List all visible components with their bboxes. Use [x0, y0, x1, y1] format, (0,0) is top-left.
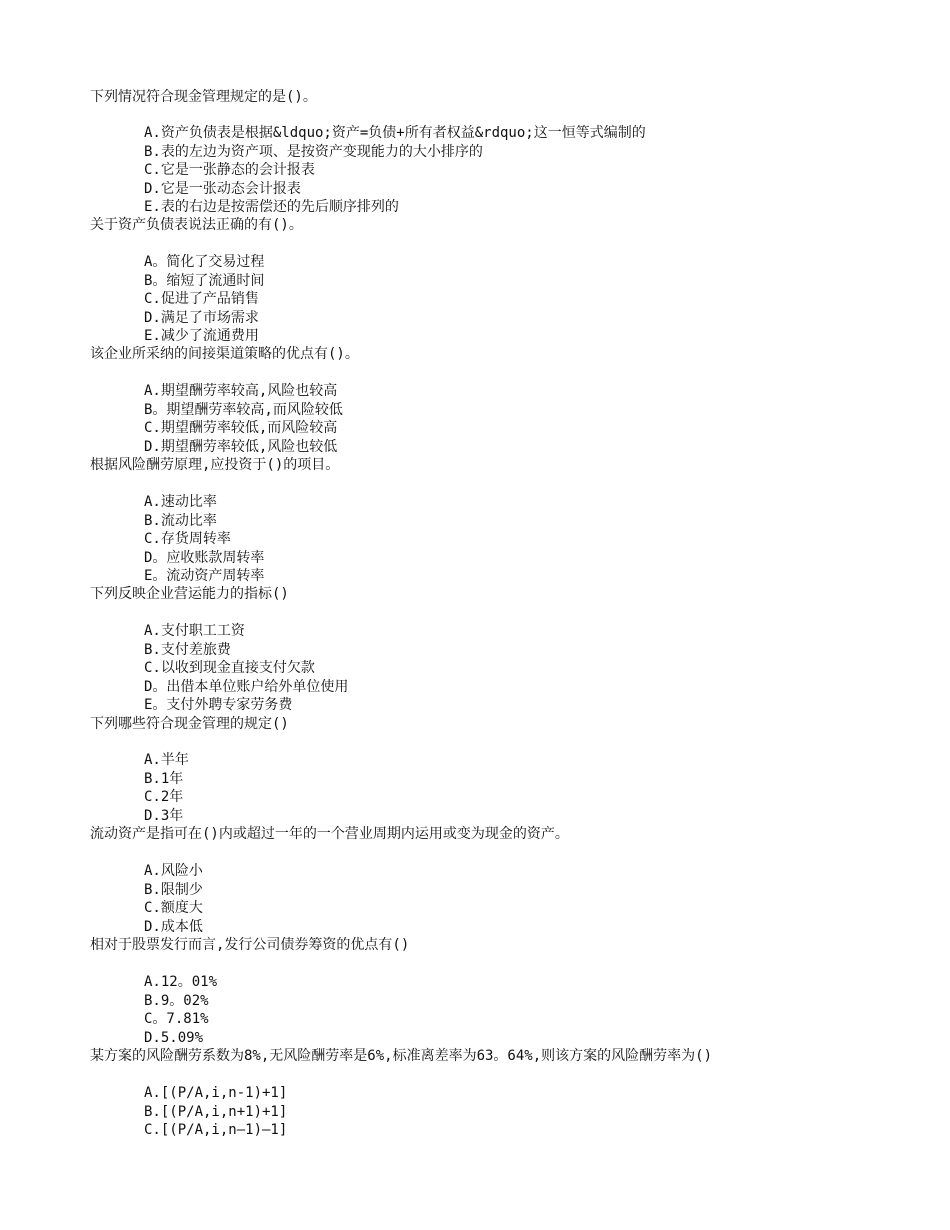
option-a: A.[(P/A,i,n-1)+1] — [144, 1085, 288, 1101]
question-text: 下列反映企业营运能力的指标() — [90, 586, 289, 602]
question-text: 关于资产负债表说法正确的有()。 — [90, 217, 303, 233]
option-b: B.表的左边为资产项、是按资产变现能力的大小排序的 — [144, 143, 483, 160]
option-d: D.3年 — [144, 807, 184, 824]
option-a: A.期望酬劳率较高,风险也较高 — [144, 383, 338, 399]
option-d: D。应收账款周转率 — [144, 549, 265, 566]
option-c: C.它是一张静态的会计报表 — [144, 162, 315, 178]
option-c: C.[(P/A,i,n—1)—1] — [144, 1122, 288, 1138]
question-text: 下列哪些符合现金管理的规定() — [90, 716, 289, 732]
option-a: A.12。01% — [144, 974, 218, 990]
option-e: E。流动资产周转率 — [144, 568, 265, 584]
option-c: C.期望酬劳率较低,而风险较高 — [144, 420, 338, 436]
option-d: D.成本低 — [144, 918, 203, 935]
option-a: A.支付职工工资 — [144, 623, 245, 639]
option-c: C.存货周转率 — [144, 531, 231, 547]
option-c: C.额度大 — [144, 900, 203, 916]
option-d: D.期望酬劳率较低,风险也较低 — [144, 438, 338, 455]
option-e: E.表的右边是按需偿还的先后顺序排列的 — [144, 199, 399, 215]
question-text: 某方案的风险酬劳系数为8%,无风险酬劳率是6%,标准离差率为63。64%,则该方案的风险酬劳率为() — [90, 1048, 712, 1064]
option-d: D。出借本单位账户给外单位使用 — [144, 678, 349, 695]
question-text: 下列情况符合现金管理规定的是()。 — [90, 89, 317, 105]
option-c: C.2年 — [144, 789, 184, 805]
option-c: C.以收到现金直接支付欠款 — [144, 660, 315, 676]
option-a: A。简化了交易过程 — [144, 254, 265, 270]
option-a: A.资产负债表是根据&ldquo;资产=负债+所有者权益&rdquo;这一恒等式编制的 — [144, 125, 646, 141]
option-e: E。支付外聘专家劳务费 — [144, 697, 293, 713]
option-b: B。期望酬劳率较高,而风险较低 — [144, 401, 343, 418]
option-a: A.风险小 — [144, 863, 203, 879]
question-text: 相对于股票发行而言,发行公司债券筹资的优点有() — [90, 937, 410, 953]
option-e: E.减少了流通费用 — [144, 328, 259, 344]
option-a: A.速动比率 — [144, 494, 217, 510]
option-b: B.[(P/A,i,n+1)+1] — [144, 1103, 288, 1120]
option-a: A.半年 — [144, 752, 189, 768]
option-c: C。7.81% — [144, 1011, 209, 1027]
option-b: B。缩短了流通时间 — [144, 272, 265, 289]
option-b: B.支付差旅费 — [144, 641, 231, 658]
option-b: B.1年 — [144, 770, 184, 787]
option-d: D.满足了市场需求 — [144, 309, 259, 326]
option-d: D.5.09% — [144, 1029, 204, 1046]
option-b: B.限制少 — [144, 881, 203, 898]
question-text: 根据风险酬劳原理,应投资于()的项目。 — [90, 457, 340, 473]
option-d: D.它是一张动态会计报表 — [144, 180, 301, 197]
question-text: 该企业所采纳的间接渠道策略的优点有()。 — [90, 346, 359, 362]
option-b: B.流动比率 — [144, 512, 217, 529]
question-text: 流动资产是指可在()内或超过一年的一个营业周期内运用或变为现金的资产。 — [90, 826, 569, 842]
option-c: C.促进了产品销售 — [144, 291, 259, 307]
option-b: B.9。02% — [144, 992, 209, 1009]
